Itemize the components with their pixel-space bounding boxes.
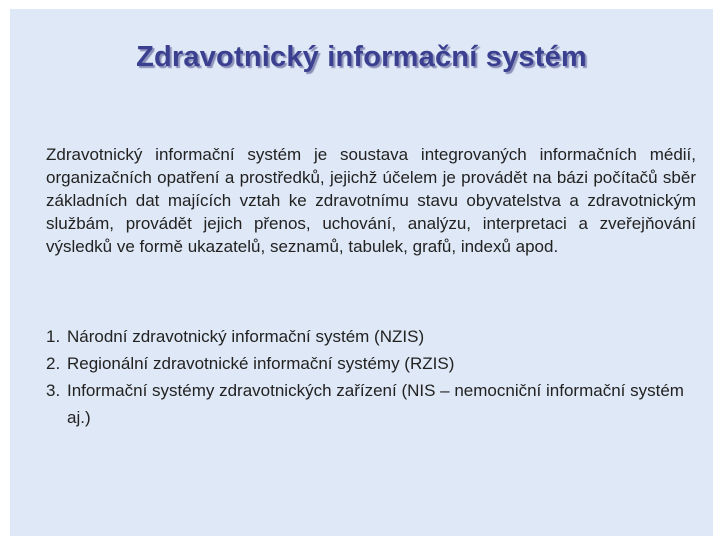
- list-item-text: Informační systémy zdravotnických zařízení (NIS – nemocniční informační systém aj.): [67, 381, 684, 427]
- list-item: [46, 377, 686, 431]
- list-item-number: 3.: [46, 381, 61, 400]
- list-item-number: 2.: [46, 354, 61, 373]
- list-item: [46, 323, 686, 350]
- slide: [10, 9, 713, 536]
- list-item-number: 1.: [46, 327, 61, 346]
- list-item-text: Regionální zdravotnické informační systémy (RZIS): [67, 354, 455, 373]
- list-item-text: Národní zdravotnický informační systém (NZIS): [67, 327, 425, 346]
- systems-list: [46, 323, 686, 431]
- list-item: [46, 350, 686, 377]
- slide-title: Zdravotnický informační systém: [136, 41, 587, 73]
- intro-paragraph: Zdravotnický informační systém je soustava integrovaných informačních médií, organizačních opatření a prostředků, jejichž účelem je provádět na bázi počítačů sběr základních dat majících vztah ke zdravotnímu stavu obyvatelstva a zdravotnickým službám, provádět jejich přenos, uchování, analýzu, interpretaci a zveřejňování výsledků ve formě ukazatelů, seznamů, tabulek, grafů, indexů apod.: [46, 145, 696, 256]
